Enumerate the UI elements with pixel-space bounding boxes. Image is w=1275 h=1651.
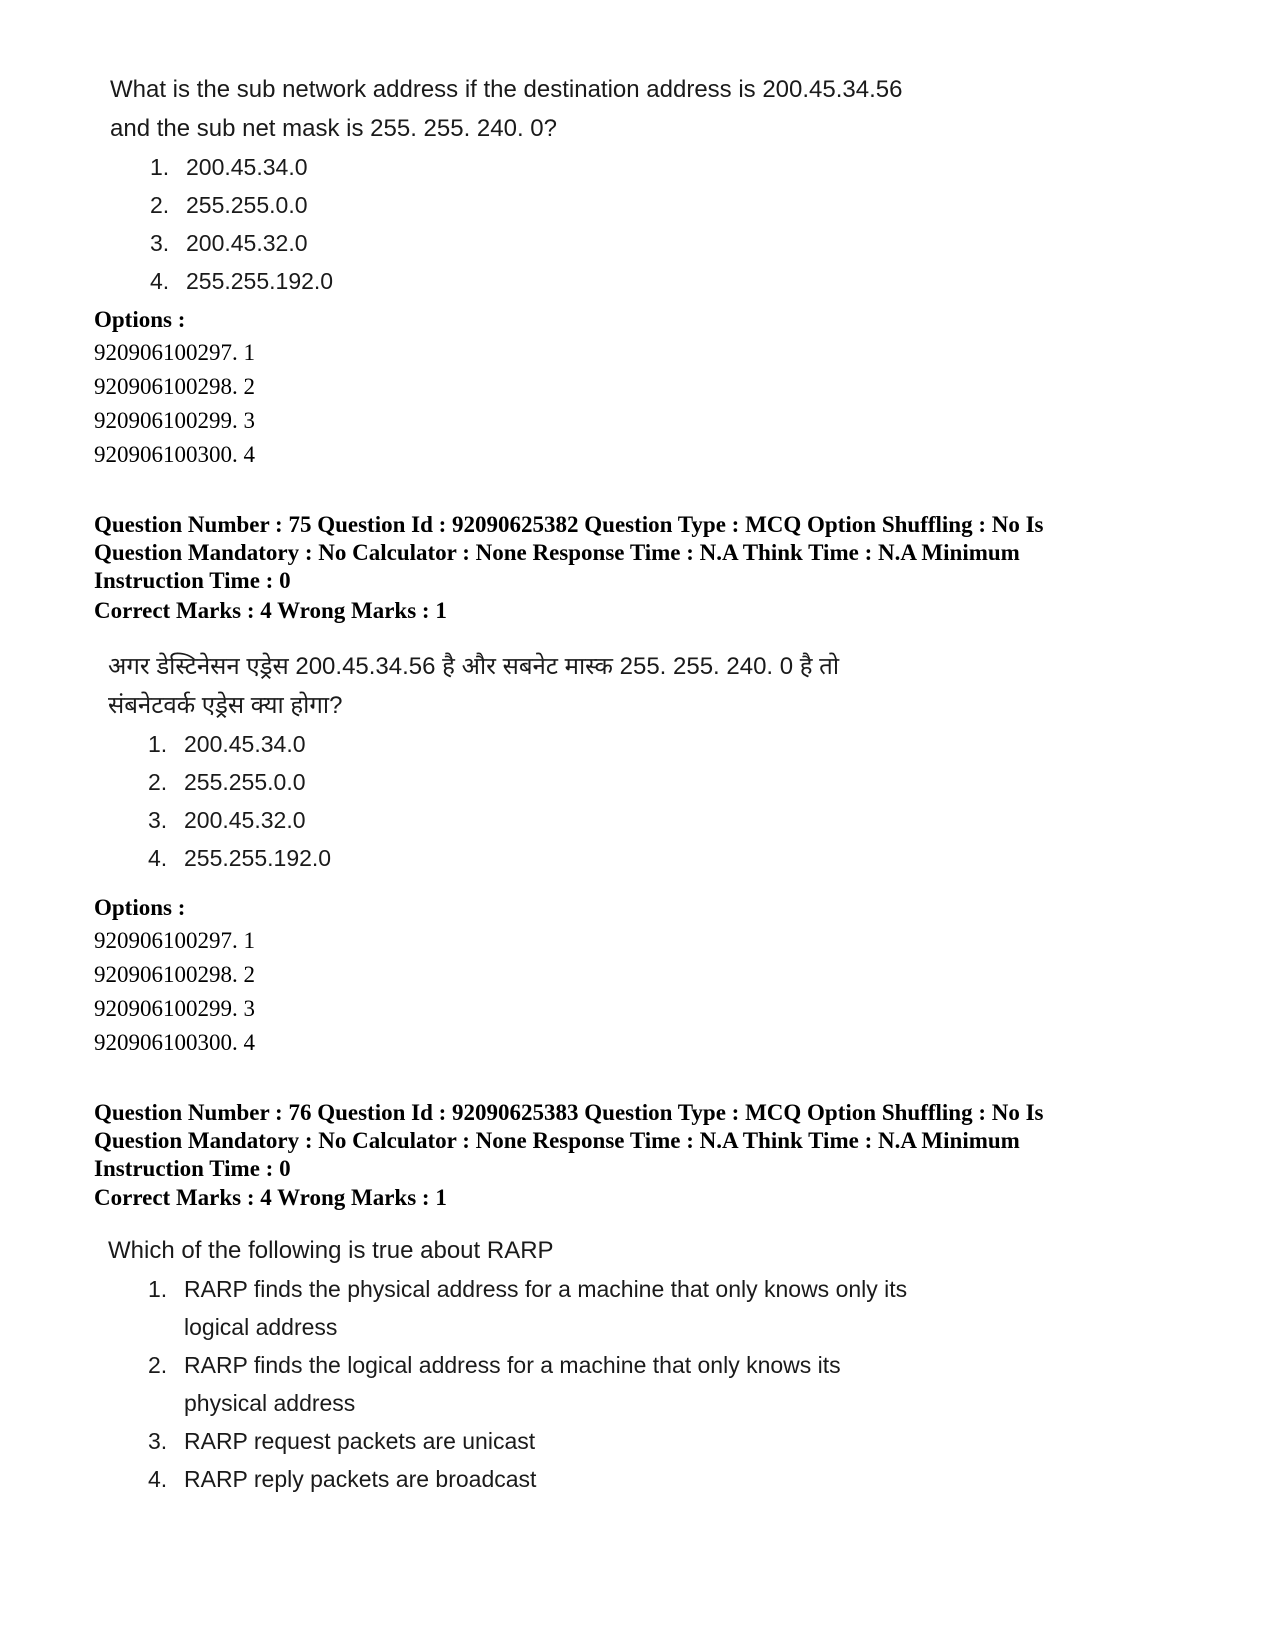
question-stem-line: अगर डेस्टिनेसन एड्रेस 200.45.34.56 है और सबनेट मास्क 255. 255. 240. 0 है तो: [108, 653, 840, 680]
option-id: 920906100297. 1: [94, 340, 255, 365]
answer-choice: [150, 148, 902, 186]
choice-text: 200.45.34.0: [184, 731, 306, 757]
choice-text: RARP request packets are unicast: [184, 1428, 536, 1454]
answer-choice: [148, 1460, 907, 1498]
question-image-hindi: [108, 647, 839, 877]
choice-text: logical address: [184, 1314, 338, 1340]
choice-text: RARP reply packets are broadcast: [184, 1466, 537, 1492]
choice-text: 255.255.192.0: [186, 268, 334, 294]
choice-number: 1.: [150, 154, 170, 180]
question-marks: Correct Marks : 4 Wrong Marks : 1: [94, 598, 447, 623]
choice-text: 255.255.192.0: [184, 845, 332, 871]
meta-line: Question Number : 76 Question Id : 92090625383 Question Type : MCQ Option Shuffling : No Is: [94, 1100, 1044, 1125]
question-stem-line: What is the sub network address if the destination address is 200.45.34.56: [110, 76, 903, 103]
question-image-english: [110, 70, 902, 300]
meta-line: Instruction Time : 0: [94, 1156, 291, 1181]
choice-number: 1.: [148, 731, 168, 757]
answer-choices: [110, 148, 902, 300]
option-id: 920906100299. 3: [94, 408, 255, 433]
option-id: 920906100299. 3: [94, 996, 255, 1021]
choice-number: 4.: [148, 845, 168, 871]
question-stem: [110, 70, 902, 148]
choice-number: 2.: [150, 192, 170, 218]
question-stem-line: and the sub net mask is 255. 255. 240. 0?: [110, 115, 557, 142]
option-id: 920906100298. 2: [94, 374, 255, 399]
answer-choice: [148, 1270, 907, 1346]
option-id: 920906100297. 1: [94, 928, 255, 953]
options-title: Options :: [94, 895, 186, 920]
choice-number: 3.: [148, 1428, 168, 1454]
options-section: [94, 303, 255, 472]
choice-text: 200.45.32.0: [186, 230, 308, 256]
choice-text: physical address: [184, 1390, 356, 1416]
answer-choice: [150, 186, 902, 224]
choice-text: RARP finds the physical address for a machine that only knows only its: [184, 1276, 908, 1302]
answer-choices: [108, 1270, 907, 1498]
answer-choice: [150, 262, 902, 300]
choice-number: 2.: [148, 769, 168, 795]
choice-number: 4.: [148, 1466, 168, 1492]
meta-line: Question Mandatory : No Calculator : None Response Time : N.A Think Time : N.A Minimum: [94, 1128, 1020, 1153]
option-id: 920906100298. 2: [94, 962, 255, 987]
answer-choice: [148, 763, 839, 801]
question-meta: [94, 1099, 1194, 1183]
question-stem: [108, 647, 839, 725]
choice-number: 1.: [148, 1276, 168, 1302]
meta-line: Question Number : 75 Question Id : 92090625382 Question Type : MCQ Option Shuffling : No Is: [94, 512, 1044, 537]
option-id: 920906100300. 4: [94, 442, 255, 467]
choice-text: 200.45.32.0: [184, 807, 306, 833]
option-id: 920906100300. 4: [94, 1030, 255, 1055]
question-stem-line: Which of the following is true about RARP: [108, 1237, 554, 1264]
meta-line: Instruction Time : 0: [94, 568, 291, 593]
choice-number: 4.: [150, 268, 170, 294]
choice-text: 255.255.0.0: [184, 769, 306, 795]
choice-number: 3.: [150, 230, 170, 256]
choice-text: 255.255.0.0: [186, 192, 308, 218]
answer-choice: [148, 1346, 907, 1422]
choice-number: 3.: [148, 807, 168, 833]
question-meta: [94, 511, 1194, 595]
question-image-english: [108, 1231, 907, 1498]
answer-choice: [148, 1422, 907, 1460]
answer-choice: [150, 224, 902, 262]
options-title: Options :: [94, 307, 186, 332]
choice-number: 2.: [148, 1352, 168, 1378]
answer-choices: [108, 725, 839, 877]
options-section: [94, 891, 255, 1060]
choice-text: RARP finds the logical address for a machine that only knows its: [184, 1352, 841, 1378]
answer-choice: [148, 801, 839, 839]
answer-choice: [148, 725, 839, 763]
choice-text: 200.45.34.0: [186, 154, 308, 180]
answer-choice: [148, 839, 839, 877]
question-marks: Correct Marks : 4 Wrong Marks : 1: [94, 1185, 447, 1210]
question-stem: [108, 1231, 907, 1270]
question-stem-line: संबनेटवर्क एड्रेस क्या होगा?: [108, 692, 343, 719]
meta-line: Question Mandatory : No Calculator : None Response Time : N.A Think Time : N.A Minimum: [94, 540, 1020, 565]
